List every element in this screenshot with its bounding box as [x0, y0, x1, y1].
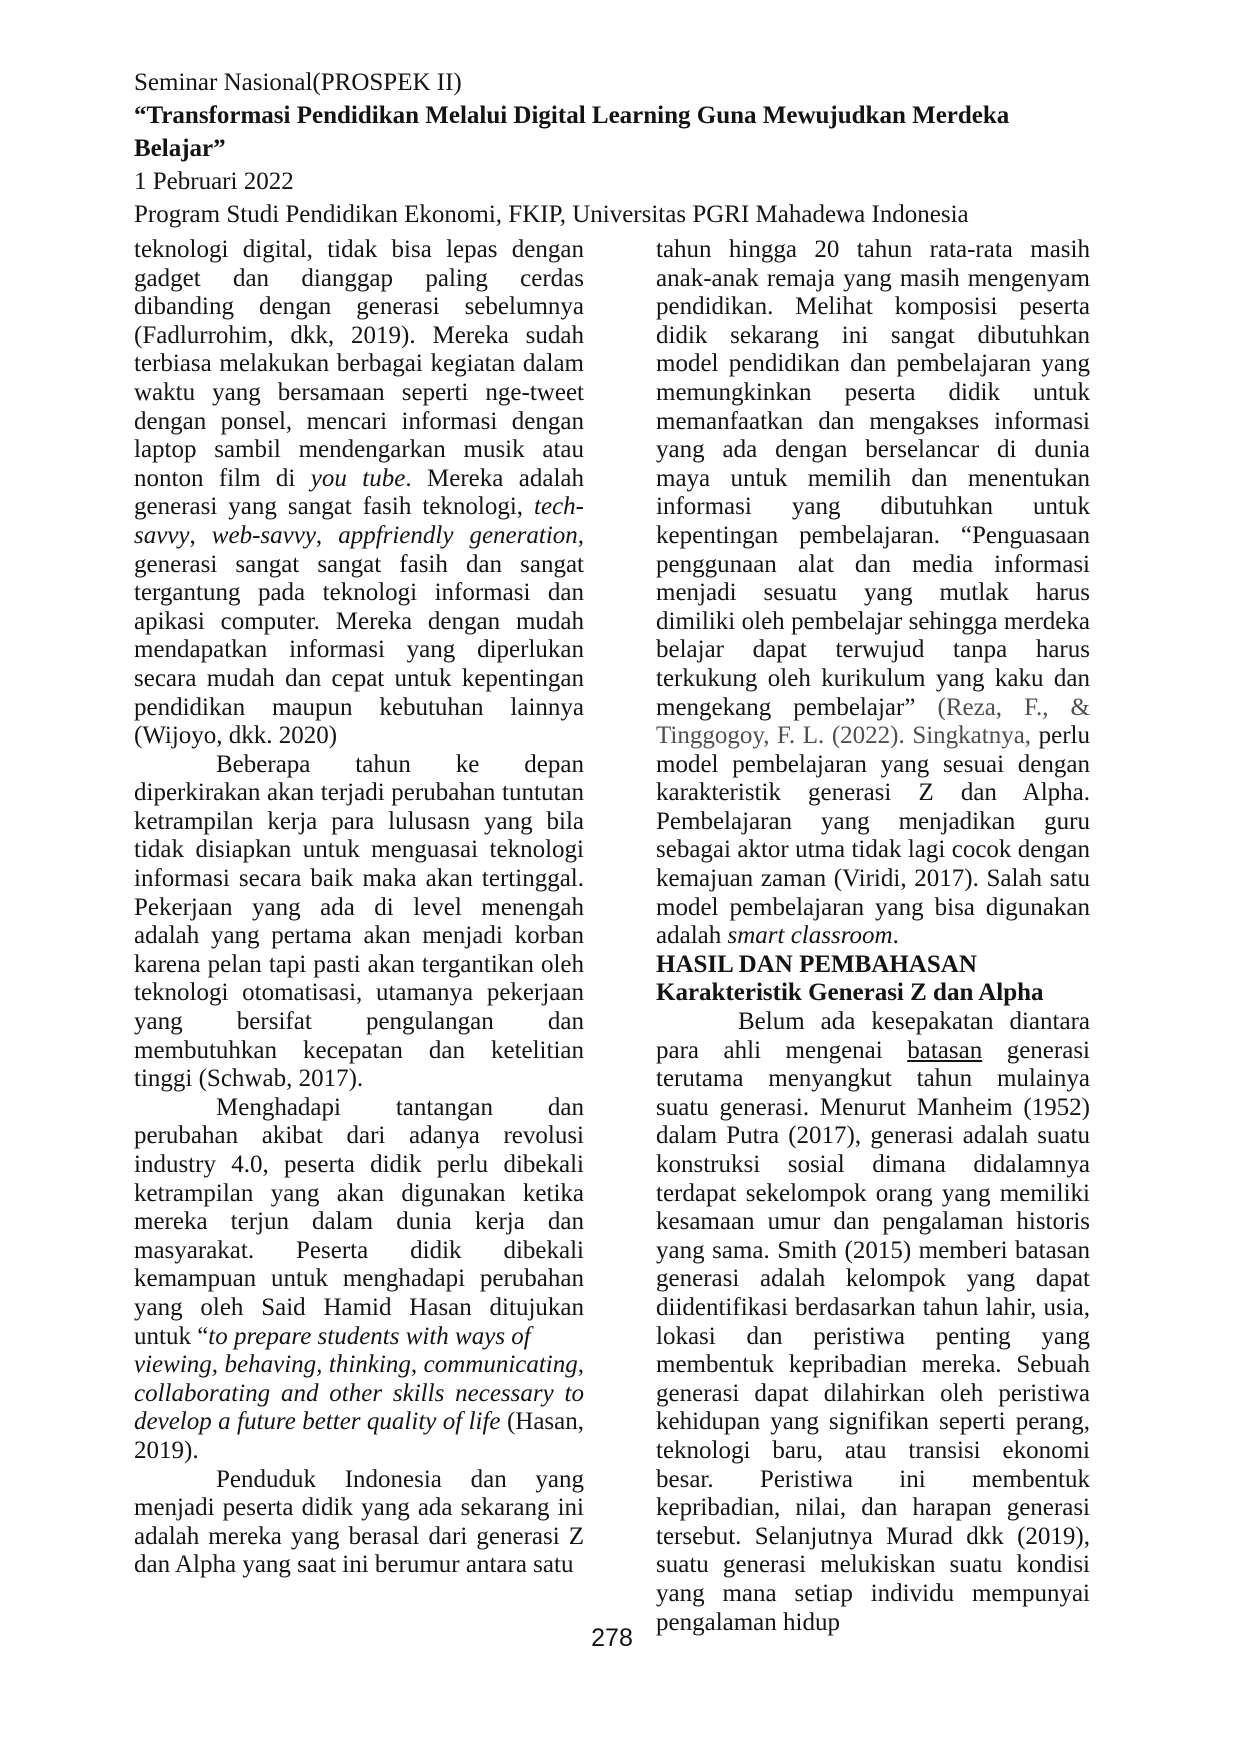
para-teknologi-digital — [134, 236, 584, 751]
para-tahun-hingga — [656, 236, 1090, 951]
text-run-italic: appfriendly generation, — [338, 521, 585, 549]
text-run: HASIL DAN PEMBAHASAN — [656, 950, 977, 978]
seminar-date: 1 Pebruari 2022 — [134, 168, 294, 195]
text-run: Menghadapi tantangan dan perubahan akibat dari adanya revolusi industry 4.0, peserta didik perlu dibekali ketrampilan yang akan digunakan ketika mereka terjun dalam dunia kerja dan masyarakat. Peserta didik dibekali kemampuan untuk menghadapi perubahan yang oleh Said Hamid Hasan ditujukan untuk “ — [134, 1093, 584, 1350]
text-run: tahun hingga 20 tahun rata-rata masih anak-anak remaja yang masih mengenyam pendidikan. Melihat komposisi peserta didik sekarang ini sangat dibutuhkan model pendidikan dan pembelajaran yang memungkinkan peserta didik untuk memanfaatkan dan mengakses informasi yang ada dengan berselancar di dunia maya untuk memilih dan menentukan informasi yang dibutuhkan untuk kepentingan pembelajaran. “Penguasaan penggunaan alat dan media informasi menjadi sesuatu yang mutlak harus dimiliki oleh pembelajar sehingga merdeka belajar dapat terwujud tanpa harus terkukung oleh kurikulum yang kaku dan mengekang pembelajar” — [656, 236, 1090, 721]
text-run: , — [315, 521, 339, 549]
text-run: Karakteristik Generasi Z dan Alpha — [656, 979, 1044, 1007]
para-menghadapi-tantangan — [134, 1094, 584, 1466]
text-run-gray: (Reza, F., & Tinggogoy, F. L. (2022). Singkatnya, — [656, 693, 1090, 750]
para-penduduk-indonesia — [134, 1466, 584, 1580]
paper-title-line2: Belajar” — [134, 135, 226, 162]
para-beberapa-tahun — [134, 751, 584, 1094]
text-run: generasi sangat sangat fasih dan sangat tergantung pada teknologi informasi dan apikasi computer. Mereka dengan mudah mendapatkan informasi yang diperlukan secara mudah dan cepat untuk kepentingan pendidikan maupun kebutuhan lainnya (Wijoyo, dkk. 2020) — [134, 550, 584, 750]
two-column-body — [134, 236, 1090, 1637]
text-run-italic: you tube — [310, 464, 406, 492]
page-footer — [134, 1624, 1090, 1653]
text-run: generasi terutama menyangkut tahun mulainya suatu generasi. Menurut Manheim (1952) dalam Putra (2017), generasi adalah suatu konstruksi sosial dimana didalamnya terdapat sekelompok orang yang memiliki kesamaan umur dan pengalaman historis yang sama. Smith (2015) memberi batasan generasi adalah kelompok yang dapat diidentifikasi berdasarkan tahun lahir, usia, lokasi dan peristiwa penting yang membentuk kepribadian mereka. Sebuah generasi dapat dilahirkan oleh peristiwa kehidupan yang signifikan seperti perang, teknologi baru, atau transisi ekonomi besar. Peristiwa ini membentuk kepribadian, nilai, dan harapan generasi tersebut. Selanjutnya Murad dkk (2019), suatu generasi melukiskan suatu kondisi yang mana setiap individu mempunyai pengalaman hidup — [656, 1036, 1091, 1636]
text-run-italic: to prepare students with ways of — [208, 1322, 531, 1350]
seminar-name: Seminar Nasional(PROSPEK II) — [134, 69, 462, 96]
paper-header — [134, 66, 1090, 231]
text-run: , — [189, 521, 212, 549]
paper-title-line1: “Transformasi Pendidikan Melalui Digital Learning Guna Mewujudkan Merdeka — [134, 102, 1010, 129]
text-run: . Mereka adalah generasi yang sangat fasih teknologi, — [134, 464, 585, 521]
heading-hasil-dan-pembahasan — [656, 951, 1090, 980]
text-run: perlu model pembelajaran yang sesuai dengan karakteristik generasi Z dan Alpha. Pembelajaran yang menjadikan guru sebagai aktor utma tidak lagi cocok dengan kemajuan zaman (Viridi, 2017). Salah satu model pembelajaran yang bisa digunakan adalah — [656, 722, 1090, 950]
para-belum-ada-kesepakatan — [656, 1008, 1090, 1637]
text-run: teknologi digital, tidak bisa lepas dengan gadget dan dianggap paling cerdas dibanding dengan generasi sebelumnya (Fadlurrohim, dkk, 2019). Mereka sudah terbiasa melakukan berbagai kegiatan dalam waktu yang bersamaan seperti nge-tweet dengan ponsel, mencari informasi dengan laptop sambil mendengarkan musik atau nonton film di — [134, 236, 584, 492]
text-run: . — [892, 922, 899, 950]
left-column — [134, 236, 584, 1637]
text-run-italic: smart classroom — [727, 922, 893, 950]
text-run: (Hasan, 2019). — [134, 1408, 584, 1464]
text-run: Beberapa tahun ke depan diperkirakan akan terjadi perubahan tuntutan ketrampilan kerja para lulusasn yang bila tidak disiapkan untuk menguasai teknologi informasi secara baik maka akan tertinggal. Pekerjaan yang ada di level menengah adalah yang pertama akan menjadi korban karena pelan tapi pasti akan tergantikan oleh teknologi otomatisasi, utamanya pekerjaan yang bersifat pengulangan dan membutuhkan kecepatan dan ketelitian tinggi (Schwab, 2017). — [134, 750, 584, 1093]
text-run-underline: batasan — [907, 1036, 983, 1064]
text-run: Belum ada kesepakatan diantara para ahli mengenai — [656, 1008, 1090, 1064]
right-column — [656, 236, 1090, 1637]
text-run: Penduduk Indonesia dan yang menjadi peserta didik yang ada sekarang ini adalah mereka yang berasal dari generasi Z dan Alpha yang saat ini berumur antara satu — [134, 1465, 584, 1579]
affiliation-line: Program Studi Pendidikan Ekonomi, FKIP, Universitas PGRI Mahadewa Indonesia — [134, 201, 969, 228]
text-run-italic: web-savvy — [211, 521, 316, 549]
page-number: 278 — [591, 1624, 633, 1652]
paper-title — [134, 99, 1090, 165]
text-run-italic: viewing, behaving, thinking, communicating, collaborating and other skills necessary to develop a future better quality of life — [134, 1351, 584, 1436]
heading-karakteristik-generasi — [656, 979, 1090, 1008]
text-run-italic: tech-savvy — [134, 493, 584, 549]
